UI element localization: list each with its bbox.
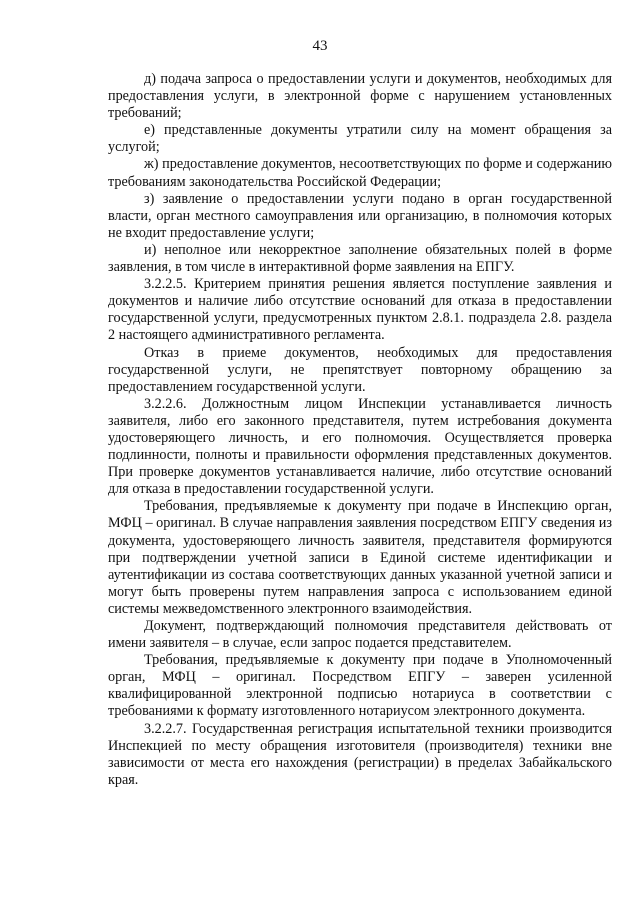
paragraph-3-2-2-7: 3.2.2.7. Государственная регистрация испытательной техники производится Инспекцией по месту обращения изготовителя (производителя) техники вне зависимости от места его нахождения (регистрации) в пределах Забайкальского края.	[108, 720, 612, 788]
paragraph-3-2-2-5: 3.2.2.5. Критерием принятия решения является поступление заявления и документов и наличие либо отсутствие оснований для отказа в предоставлении государственной услуги, предусмотренных пунктом 2.8.1. подраздела 2.8. раздела 2 настоящего административного регламента.	[108, 276, 612, 344]
paragraph-item-i: и) неполное или некорректное заполнение обязательных полей в форме заявления, в том числе в интерактивной форме заявления на ЕПГУ.	[108, 241, 612, 276]
paragraph-item-zh: ж) предоставление документов, несоответствующих по форме и содержанию требованиям законодательства Российской Федерации;	[108, 156, 612, 190]
paragraph-requirements-authority-document: Требования, предъявляемые к документу при подаче в Уполномоченный орган, МФЦ – оригинал. Посредством ЕПГУ – заверен усиленной квалифицированной электронной подписью нотариуса в соответствии с требованиями к формату изготовленного нотариусом электронного документа.	[108, 652, 612, 720]
paragraph-refusal-note: Отказ в приеме документов, необходимых для предоставления государственной услуги, не препятствует повторному обращению за предоставлением государственной услуги.	[108, 344, 612, 395]
paragraph-3-2-2-6: 3.2.2.6. Должностным лицом Инспекции устанавливается личность заявителя, либо его законного представителя, путем истребования документа удостоверяющего личность, и его полномочия. Осуществляется проверка подлинности, полноты и правильности оформления представленных документов. При проверке документов устанавливается наличие, либо отсутствие оснований для отказа в предоставлении государственной услуги.	[108, 395, 612, 498]
paragraph-requirements-id-document: Требования, предъявляемые к документу при подаче в Инспекцию орган, МФЦ – оригинал. В случае направления заявления посредством ЕПГУ сведения из документа, удостоверяющего личность заявителя, представителя формируются при подтверждении учетной записи в Единой системе идентификации и аутентификации из состава соответствующих данных указанной учетной записи и могут быть проверены путем направления запроса с использованием единой системы межведомственного электронного взаимодействия.	[108, 498, 612, 617]
paragraph-item-d: д) подача запроса о предоставлении услуги и документов, необходимых для предоставления услуги, в электронной форме с нарушением установленных требований;	[108, 71, 612, 122]
paragraph-item-e: е) представленные документы утратили силу на момент обращения за услугой;	[108, 122, 612, 156]
paragraph-authority-document: Документ, подтверждающий полномочия представителя действовать от имени заявителя – в случае, если запрос подается представителем.	[108, 618, 612, 652]
paragraph-item-z: з) заявление о предоставлении услуги подано в орган государственной власти, орган местного самоуправления или организацию, в полномочия которых не входит предоставление услуги;	[108, 190, 612, 241]
page-number: 43	[312, 38, 328, 54]
document-body	[108, 71, 612, 789]
